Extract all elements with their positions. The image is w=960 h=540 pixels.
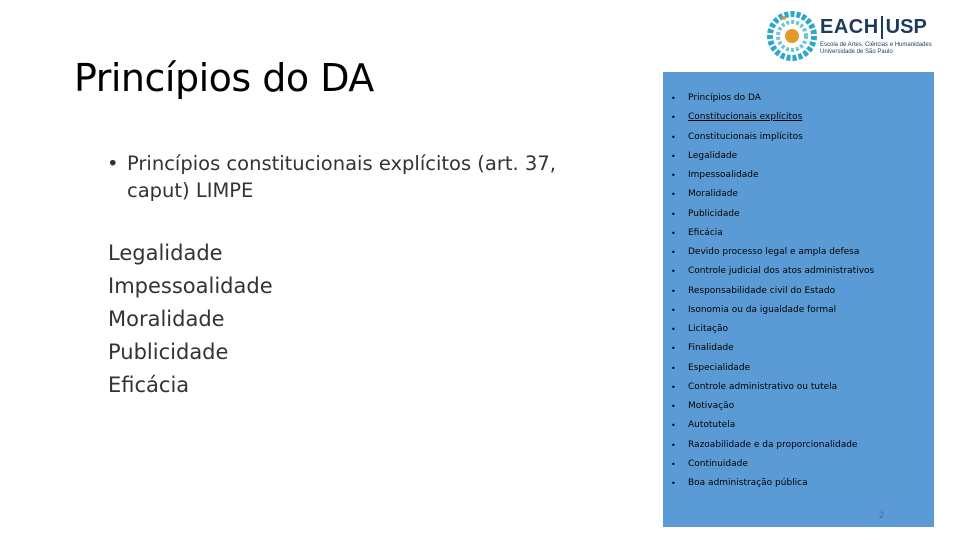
page-number: 2 xyxy=(879,510,885,520)
outline-item[interactable] xyxy=(663,166,934,185)
outline-item-label: Publicidade xyxy=(688,208,740,219)
outline-item-label: Moralidade xyxy=(688,189,738,200)
bullet-dot: • xyxy=(671,228,676,238)
logo-subtitle-line2: Universidade de São Paulo xyxy=(820,49,893,55)
logo-wordmark xyxy=(820,16,927,39)
bullet-dot: • xyxy=(671,151,676,161)
outline-item[interactable] xyxy=(663,416,934,435)
principle-item: Moralidade xyxy=(108,307,225,331)
logo-subtitle xyxy=(820,42,950,56)
bullet-dot: • xyxy=(107,152,119,175)
bullet-dot: • xyxy=(671,363,676,373)
outline-item-label: Continuidade xyxy=(688,458,748,469)
bullet-dot: • xyxy=(671,344,676,354)
principle-item: Publicidade xyxy=(108,340,229,364)
outline-item-label: Especialidade xyxy=(688,362,751,373)
bullet-dot: • xyxy=(671,440,676,450)
principle-item: Eficácia xyxy=(108,373,190,397)
outline-item-label: Isonomia ou da igualdade formal xyxy=(688,304,837,315)
outline-item-label: Boa administração pública xyxy=(688,478,808,488)
outline-item[interactable] xyxy=(663,282,934,301)
bullet-dot: • xyxy=(671,171,676,180)
bullet-dot: • xyxy=(671,305,676,315)
outline-item[interactable] xyxy=(663,339,934,358)
main-bullet-text: Princípios constitucionais explícitos (art. 37, caput) LIMPE xyxy=(127,152,556,202)
outline-item-label: Razoabilidade e da proporcionalidade xyxy=(688,439,858,450)
logo-usp-text: USP xyxy=(881,16,927,39)
outline-item[interactable] xyxy=(663,262,934,281)
logo-subtitle-line1: Escola de Artes, Ciências e Humanidades xyxy=(820,42,932,48)
bullet-dot: • xyxy=(671,382,676,392)
bullet-dot: • xyxy=(671,132,676,142)
outline-item-label: Constitucionais implícitos xyxy=(688,131,803,142)
bullet-dot: • xyxy=(671,402,676,411)
bullet-dot: • xyxy=(671,113,676,123)
bullet-dot: • xyxy=(671,459,676,469)
bullet-dot: • xyxy=(671,479,676,488)
outline-list xyxy=(663,89,934,493)
bullet-dot: • xyxy=(671,94,676,103)
outline-item-label: Devido processo legal e ampla defesa xyxy=(688,247,860,257)
outline-item[interactable] xyxy=(663,378,934,397)
outline-item[interactable] xyxy=(663,243,934,262)
outline-item[interactable] xyxy=(663,147,934,166)
outline-item-label: Motivação xyxy=(688,401,735,411)
outline-item-label: Controle judicial dos atos administrativos xyxy=(688,266,875,277)
outline-item[interactable] xyxy=(663,185,934,204)
bullet-dot: • xyxy=(671,267,676,277)
outline-item-label: Princípios do DA xyxy=(688,93,761,103)
outline-item[interactable] xyxy=(663,455,934,474)
outline-item-label: Licitação xyxy=(688,324,728,334)
principle-item: Legalidade xyxy=(108,241,223,265)
outline-item[interactable] xyxy=(663,128,934,147)
outline-item-label: Impessoalidade xyxy=(688,170,759,180)
outline-item[interactable] xyxy=(663,474,934,493)
outline-item-label: Controle administrativo ou tutela xyxy=(688,381,838,392)
bullet-dot: • xyxy=(671,209,676,219)
outline-item[interactable] xyxy=(663,89,934,108)
outline-item-label: Legalidade xyxy=(688,150,738,161)
bullet-dot: • xyxy=(671,248,676,257)
outline-item[interactable] xyxy=(663,359,934,378)
principle-list xyxy=(108,237,273,402)
bullet-dot: • xyxy=(671,286,676,296)
outline-item-label: Eficácia xyxy=(688,227,723,238)
bullet-dot: • xyxy=(671,325,676,334)
outline-item[interactable] xyxy=(663,205,934,224)
outline-item-label: Autotutela xyxy=(688,420,736,431)
outline-item[interactable] xyxy=(663,108,934,127)
principle-item: Impessoalidade xyxy=(108,274,273,298)
outline-item[interactable] xyxy=(663,320,934,339)
logo-ring-icon xyxy=(770,14,814,58)
bullet-dot: • xyxy=(671,190,676,200)
slide-title: Princípios do DA xyxy=(74,56,374,100)
outline-item[interactable] xyxy=(663,436,934,455)
bullet-dot: • xyxy=(671,421,676,431)
outline-item[interactable] xyxy=(663,397,934,416)
logo-each-text: EACH xyxy=(820,16,879,38)
outline-item-label: Finalidade xyxy=(688,343,734,354)
outline-item-label: Constitucionais explícitos xyxy=(688,112,803,123)
outline-item[interactable] xyxy=(663,224,934,243)
main-bullet xyxy=(107,150,610,204)
outline-item-label: Responsabilidade civil do Estado xyxy=(688,285,836,296)
outline-item[interactable] xyxy=(663,301,934,320)
